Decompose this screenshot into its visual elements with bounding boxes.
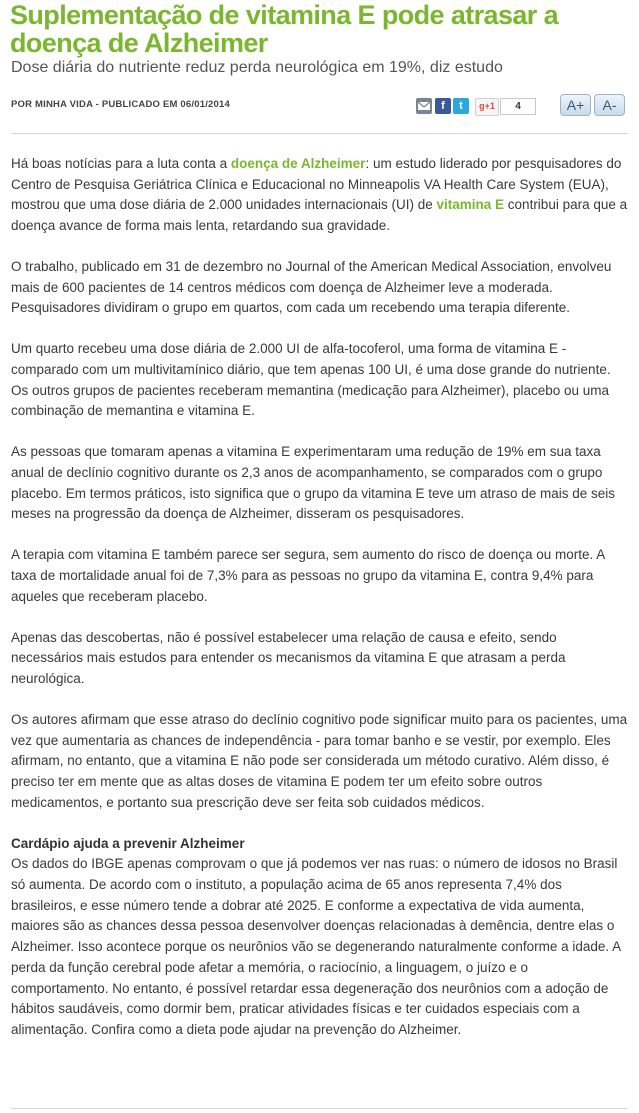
alzheimer-link[interactable]: doença de Alzheimer xyxy=(230,156,366,171)
twitter-icon: t xyxy=(459,100,463,112)
vitamina-e-link[interactable]: vitamina E xyxy=(436,197,505,213)
paragraph-1-text-a: Há boas notícias para a luta conta a xyxy=(11,156,231,171)
article-byline: POR MINHA VIDA - PUBLICADO EM 06/01/2014 xyxy=(11,99,230,110)
paragraph-1 xyxy=(11,154,629,237)
article-subtitle: Dose diária do nutriente reduz perda neurológica em 19%, diz estudo xyxy=(11,59,503,76)
paragraph-2: O trabalho, publicado em 31 de dezembro no Journal of the American Medical Association, envolveu mais de 600 pacientes de 14 centros médicos com doença de Alzheimer leve a moderada. Pesquisadores dividiram o grupo em quartos, com cada um recebendo uma terapia diferente. xyxy=(11,259,612,316)
facebook-share-button[interactable] xyxy=(435,98,451,114)
paragraph-3: Um quarto recebeu uma dose diária de 2.000 UI de alfa-tocoferol, uma forma de vitamina E - comparado com um multivitamínico diário, que tem apenas 100 UI, é uma dose grande do nutriente. Os outros grupos de pacientes receberam memantina (medicação para Alzheimer), placebo ou uma combinação de memantina e vitamina E. xyxy=(11,341,611,419)
facebook-icon: f xyxy=(441,100,445,112)
paragraph-8-block xyxy=(11,834,629,1041)
share-count: 4 xyxy=(500,98,536,115)
footer-divider xyxy=(11,1108,628,1109)
article-body xyxy=(11,154,629,1041)
mail-icon xyxy=(416,98,432,114)
header-divider xyxy=(11,133,628,134)
paragraph-8: Os dados do IBGE apenas comprovam o que já podemos ver nas ruas: o número de idosos no Brasil só aumenta. De acordo com o instituto, a população acima de 65 anos representa 7,4% dos brasileiros, e esse número tende a dobrar até 2025. E conforme a expectativa de vida aumenta, maiores são as chances dessa pessoa desenvolver doenças relacionadas à demência, dentre elas o Alzheimer. Isso acontece porque os neurônios vão se degenerando naturalmente conforme a idade. A perda da função cerebral pode afetar a memória, o raciocínio, a linguagem, o juízo e o comportamento. No entanto, é possível retardar essa degeneração dos neurônios com a adoção de hábitos saudáveis, como dormir bem, praticar atividades físicas e ter cuidados especiais com a alimentação. Confira como a dieta pode ajudar na prevenção do Alzheimer. xyxy=(11,856,621,1037)
font-decrease-button[interactable]: A- xyxy=(594,94,625,116)
google-plus-button[interactable]: g+1 xyxy=(475,98,499,116)
paragraph-6: Apenas das descobertas, não é possível estabelecer uma relação de causa e efeito, sendo necessários mais estudos para entender os mecanismos da vitamina E que atrasam a perda neurológica. xyxy=(11,629,566,686)
paragraph-7: Os autores afirmam que esse atraso do declínio cognitivo pode significar muito para os pacientes, uma vez que aumentaria as chances de independência - para tomar banho e se vestir, por exemplo. Eles afirmam, no entanto, que a vitamina E não pode ser considerada um método curativo. Além disso, é preciso ter em mente que as altas doses de vitamina E podem ter um efeito sobre outros medicamentos, e portanto sua prescrição deve ser feita sob cuidados médicos. xyxy=(11,711,628,810)
article-title: Suplementação de vitamina E pode atrasar a doença de Alzheimer xyxy=(10,0,559,58)
paragraph-5: A terapia com vitamina E também parece ser segura, sem aumento do risco de doença ou morte. A taxa de mortalidade anual foi de 7,3% para as pessoas no grupo da vitamina E, contra 9,4% para aqueles que receberam placebo. xyxy=(11,547,605,604)
paragraph-4: As pessoas que tomaram apenas a vitamina E experimentaram uma redução de 19% em sua taxa anual de declínio cognitivo durante os 2,3 anos de acompanhamento, se comparados com o grupo placebo. Em termos práticos, isto significa que o grupo da vitamina E teve um atraso de mais de seis meses na progressão da doença de Alzheimer, disseram os pesquisadores. xyxy=(11,444,616,522)
paragraph-1-text-b: : um estudo liderado por pesquisadores do Centro de Pesquisa Geriátrica Clínica e Educacional no Minneapolis VA Health Care System (EUA), mostrou que uma dose diária de 2.000 unidades internacionais (UI) de xyxy=(11,156,622,213)
font-increase-button[interactable]: A+ xyxy=(560,94,591,116)
twitter-share-button[interactable] xyxy=(453,98,469,114)
email-share-button[interactable] xyxy=(416,98,432,114)
paragraph-1-text-c: contribui para que a doença avance de forma mais lenta, retardando sua gravidade. xyxy=(11,197,628,234)
section-subheading: Cardápio ajuda a prevenir Alzheimer xyxy=(11,835,245,851)
